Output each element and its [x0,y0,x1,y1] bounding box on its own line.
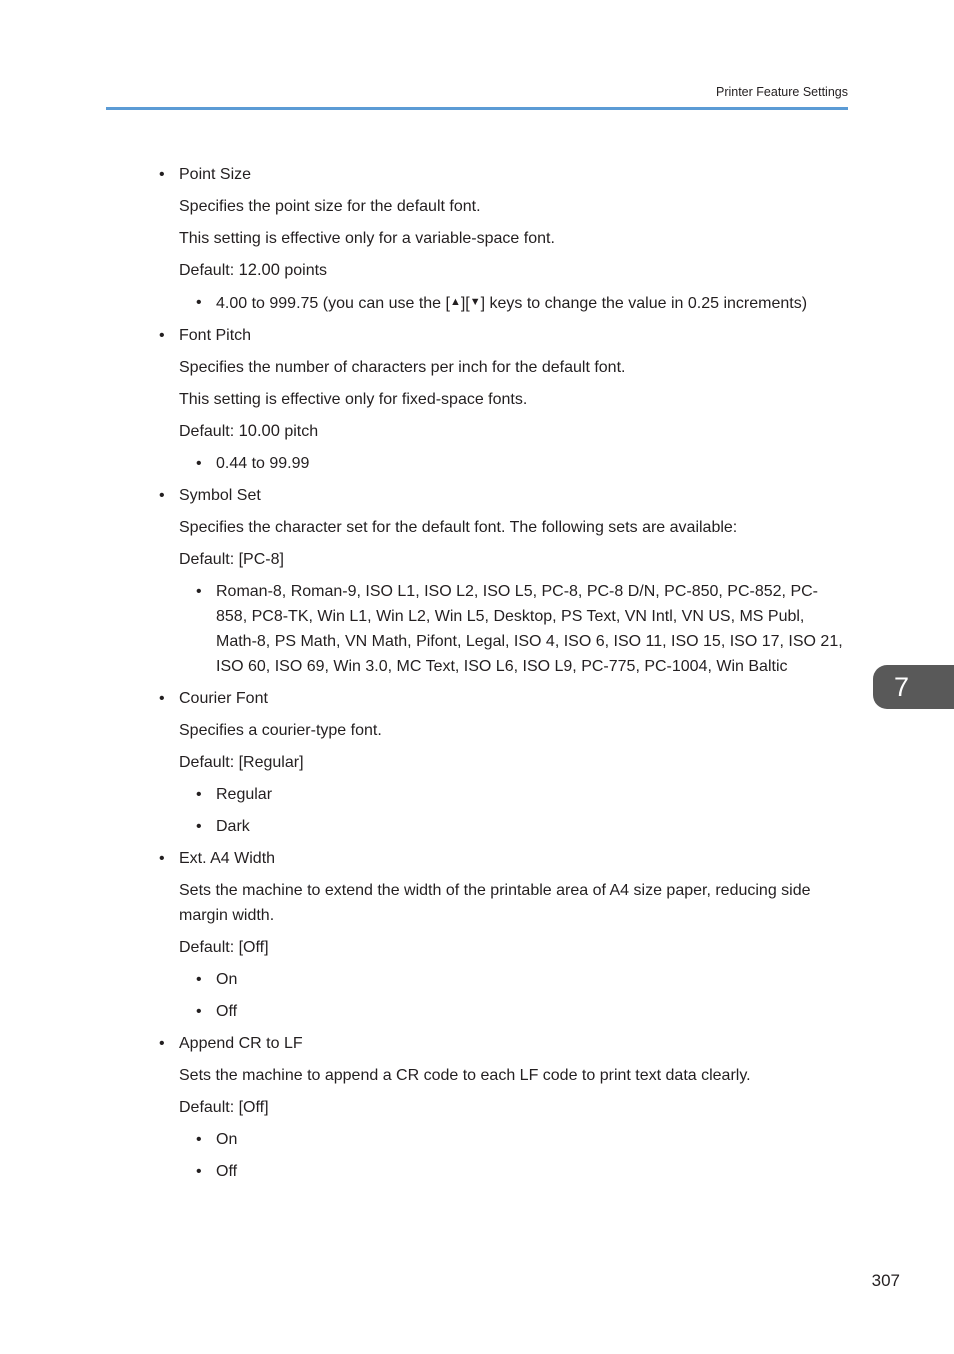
font-pitch-range: • 0.44 to 99.99 [158,451,848,476]
font-pitch-default [158,419,848,444]
ext-a4-width-description: Sets the machine to extend the width of the printable area of A4 size paper, reducing side margin width. [179,882,811,924]
setting-title-ext-a4-width: • Ext. A4 Width [158,846,848,871]
default-unit: points [279,262,328,279]
running-header-title: Printer Feature Settings [715,85,848,99]
default-value: 10.00 [238,422,280,440]
option-on: • On [158,967,848,992]
default-label: Default: [179,423,239,440]
append-cr-description: Sets the machine to append a CR code to each LF code to print text data clearly. [179,1067,751,1084]
symbol-set-default: Default: [PC-8] [179,551,284,568]
point-size-note: This setting is effective only for a variable-space font. [179,230,555,247]
ext-a4-width-default: Default: [Off] [179,939,269,956]
point-size-range [158,290,848,316]
header-rule [106,107,848,110]
chapter-tab: 7 [873,665,954,709]
up-arrow-icon: ▲ [449,296,461,308]
option-off: • Off [158,1159,848,1184]
setting-title-append-cr-to-lf: • Append CR to LF [158,1031,848,1056]
option-off: • Off [158,999,848,1024]
default-value: 12.00 [238,261,280,279]
option-on: • On [158,1127,848,1152]
range-text-end: ] keys to change the value in 0.25 increments) [480,295,808,312]
option-regular: • Regular [158,782,848,807]
append-cr-default: Default: [Off] [179,1099,269,1116]
font-pitch-description: Specifies the number of characters per inch for the default font. [179,359,626,376]
courier-font-description: Specifies a courier-type font. [179,722,382,739]
setting-title-font-pitch: • Font Pitch [158,323,848,348]
point-size-description: Specifies the point size for the default font. [179,198,481,215]
courier-font-default: Default: [Regular] [179,754,304,771]
option-dark: • Dark [158,814,848,839]
range-text-mid: ][ [460,295,470,312]
point-size-default [158,258,848,283]
down-arrow-icon: ▼ [469,296,481,308]
page-number: 307 [871,1271,900,1290]
default-label: Default: [179,262,239,279]
page-content [158,162,848,1191]
symbol-set-options: • Roman-8, Roman-9, ISO L1, ISO L2, ISO L5, PC-8, PC-8 D/N, PC-850, PC-852, PC-858, PC8-TK, Win L1, Win L2, Win L5, Desktop, PS Text, VN Intl, VN US, MS Publ, Math-8, PS Math, VN Math, Pifont, Legal, ISO 4, ISO 6, ISO 11, ISO 15, ISO 17, ISO 21, ISO 60, ISO 69, Win 3.0, MC Text, ISO L6, ISO L9, PC-775, PC-1004, Win Baltic [158,579,848,679]
setting-title-point-size: • Point Size [158,162,848,187]
symbol-set-description: Specifies the character set for the default font. The following sets are available: [179,519,738,536]
default-unit: pitch [279,423,319,440]
setting-title-symbol-set: • Symbol Set [158,483,848,508]
setting-title-courier-font: • Courier Font [158,686,848,711]
font-pitch-note: This setting is effective only for fixed-space fonts. [179,391,528,408]
range-text-start: 4.00 to 999.75 (you can use the [ [216,295,450,312]
